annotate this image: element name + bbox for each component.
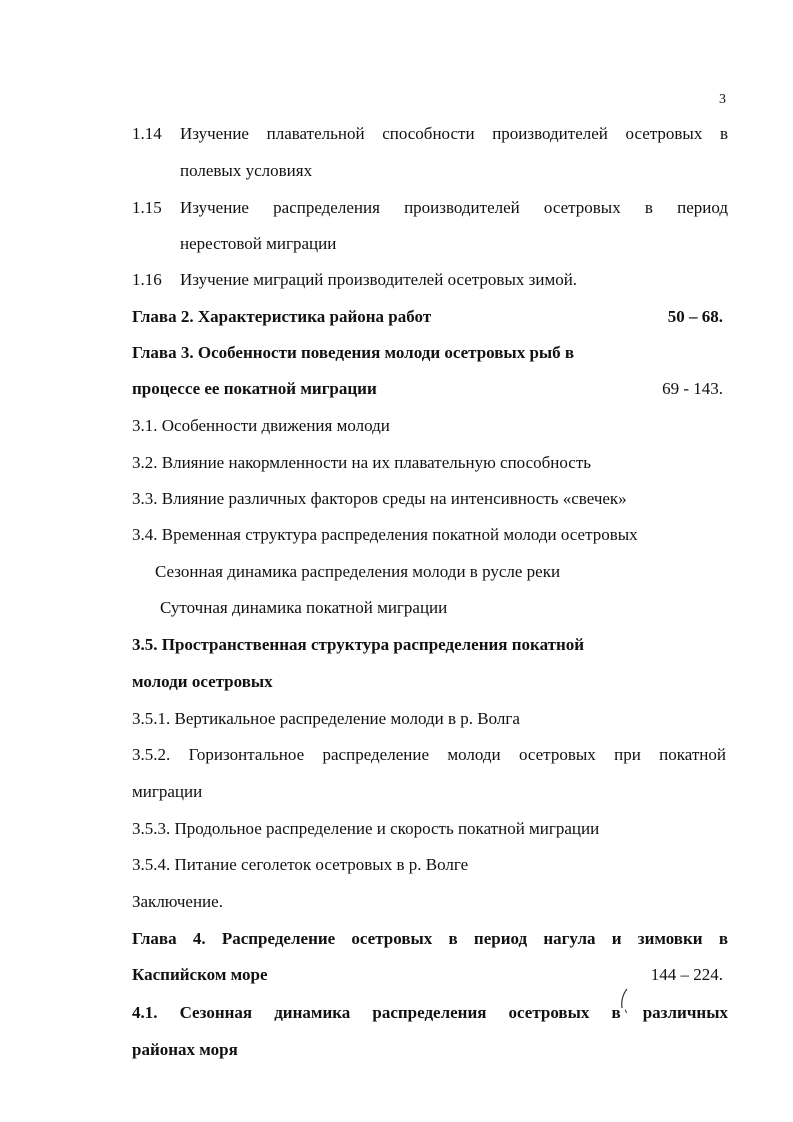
chapter-pages: 50 – 68.	[667, 307, 723, 326]
toc-item-1-16	[132, 270, 728, 290]
toc-section-4-1-continuation: районах моря	[132, 1040, 238, 1059]
toc-item-1-14	[132, 124, 728, 144]
toc-subsection-daily: Суточная динамика покатной миграции	[160, 598, 448, 617]
toc-conclusion: Заключение.	[132, 892, 223, 911]
chapter-title-continuation: Каспийском море	[132, 965, 268, 984]
page-number: 3	[719, 92, 726, 107]
chapter-pages: 69 - 143.	[662, 379, 723, 398]
toc-item-1-15	[132, 198, 728, 218]
toc-section-3-5-2: 3.5.2. Горизонтальное распределение молоди осетровых при покатной	[132, 745, 726, 764]
toc-section-3-2: 3.2. Влияние накормленности на их плавательную способность	[132, 453, 592, 472]
item-text-continuation: полевых условиях	[180, 161, 313, 180]
toc-chapter-4-title: Глава 4. Распределение осетровых в период нагула и зимовки в	[132, 929, 728, 948]
toc-section-3-5-continuation: молоди осетровых	[132, 672, 273, 691]
toc-section-3-5-3: 3.5.3. Продольное распределение и скорость покатной миграции	[132, 819, 600, 838]
item-number: 1.14	[132, 124, 162, 143]
toc-section-3-4: 3.4. Временная структура распределения покатной молоди осетровых	[132, 525, 638, 544]
pen-mark-icon	[617, 988, 631, 1014]
toc-chapter-3	[132, 379, 723, 399]
toc-section-3-3: 3.3. Влияние различных факторов среды на интенсивность «свечек»	[132, 489, 627, 508]
toc-chapter-2	[132, 307, 723, 327]
toc-subsection-seasonal: Сезонная динамика распределения молоди в русле реки	[155, 562, 561, 581]
toc-chapter-3-title: Глава 3. Особенности поведения молоди осетровых рыб в	[132, 343, 575, 362]
item-text: Изучение миграций производителей осетровых зимой.	[180, 270, 578, 289]
toc-section-3-5: 3.5. Пространственная структура распределения покатной	[132, 635, 585, 654]
toc-section-3-5-4: 3.5.4. Питание сеголеток осетровых в р. Волге	[132, 855, 469, 874]
item-number: 1.16	[132, 270, 162, 289]
toc-section-4-1: 4.1. Сезонная динамика распределения осетровых в различных	[132, 1003, 728, 1022]
chapter-title: Глава 2. Характеристика района работ	[132, 307, 432, 326]
chapter-title-continuation: процессе ее покатной миграции	[132, 379, 377, 398]
toc-section-3-1: 3.1. Особенности движения молоди	[132, 416, 390, 435]
item-number: 1.15	[132, 198, 162, 217]
toc-section-3-5-2-continuation: миграции	[132, 782, 203, 801]
chapter-pages: 144 – 224.	[650, 965, 723, 984]
toc-section-3-5-1: 3.5.1. Вертикальное распределение молоди в р. Волга	[132, 709, 520, 728]
item-text: Изучение плавательной способности производителей осетровых в	[180, 124, 728, 143]
toc-chapter-4	[132, 965, 723, 985]
item-text-continuation: нерестовой миграции	[180, 234, 337, 253]
item-text: Изучение распределения производителей осетровых в период	[180, 198, 728, 217]
